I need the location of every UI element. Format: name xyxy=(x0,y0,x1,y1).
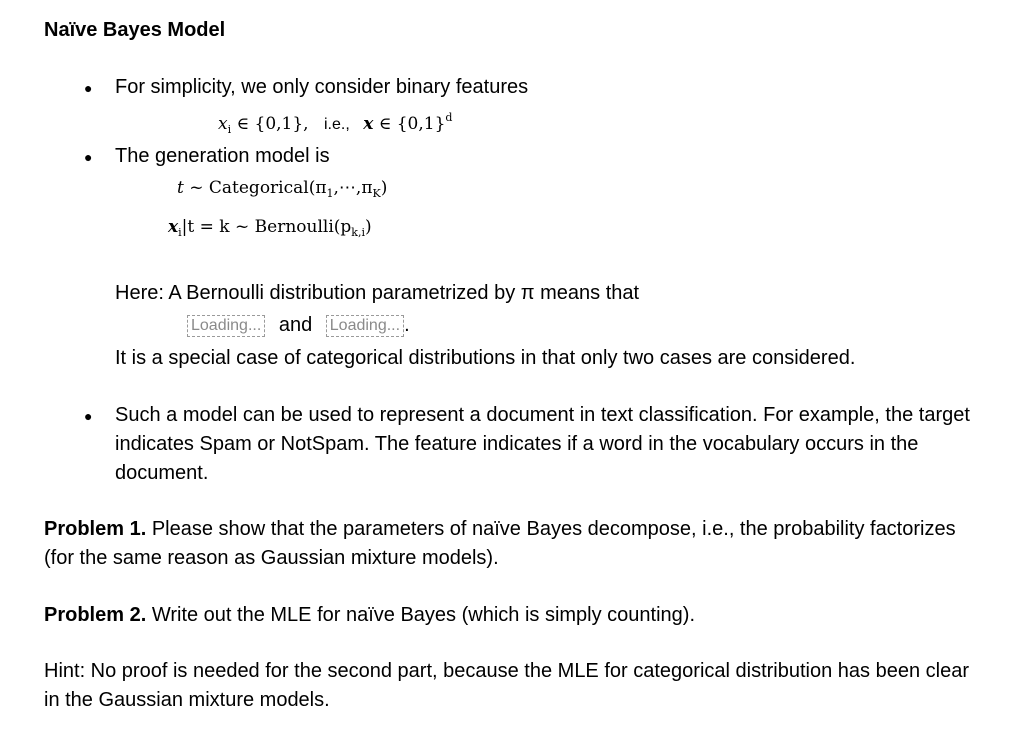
hint-text: Hint: No proof is needed for the second part, because the MLE for categorical distribution has been clear in the Gaussian mixture models. xyxy=(44,660,969,711)
bullet-2-dot: ● xyxy=(84,149,93,165)
loading-placeholder-2: Loading... xyxy=(326,315,404,337)
bernoulli-explanation: Here: A Bernoulli distribution parametrized by π means that xyxy=(115,282,640,304)
loading-row: Loading... and Loading... . xyxy=(187,314,410,337)
loading-placeholder-1: Loading... xyxy=(187,315,265,337)
bullet-3-dot: ● xyxy=(84,408,93,424)
binary-features-formula: $x_i$ ∈ {0,1}, i.e., x ∈ $\{0,1\}^d$ xyxy=(218,111,453,136)
problem-1-label: Problem 1. xyxy=(44,518,147,540)
bullet-3-text: Such a model can be used to represent a document in text classification. For example, the target indicates Spam or NotSpam. The feature indicates if a word in the vocabulary occurs in the document. xyxy=(115,404,970,484)
problem-1-text: Please show that the parameters of naïve Bayes decompose, i.e., the probability factorizes (for the same reason as Gaussian mixture models). xyxy=(44,518,956,569)
problem-1 xyxy=(44,515,984,573)
special-case-text: It is a special case of categorical distributions in that only two cases are considered. xyxy=(115,347,856,369)
and-text: and xyxy=(278,314,313,336)
categorical-formula: t ~ $Categorical(\pi_1,\cdots,\pi_K)$ xyxy=(177,178,388,200)
page-title: Naïve Bayes Model xyxy=(44,19,226,41)
bullet-1-text: For simplicity, we only consider binary features xyxy=(115,76,529,98)
bullet-2-text: The generation model is xyxy=(115,145,330,167)
problem-2-text: Write out the MLE for naïve Bayes (which is simply counting). xyxy=(146,604,696,626)
problem-2 xyxy=(44,601,984,630)
problem-2-label: Problem 2. xyxy=(44,604,147,626)
bernoulli-formula: $x_i|t = k$ ~ $Bernoulli(p_{k,i})$ xyxy=(168,217,372,239)
bullet-1-dot: ● xyxy=(84,80,93,96)
